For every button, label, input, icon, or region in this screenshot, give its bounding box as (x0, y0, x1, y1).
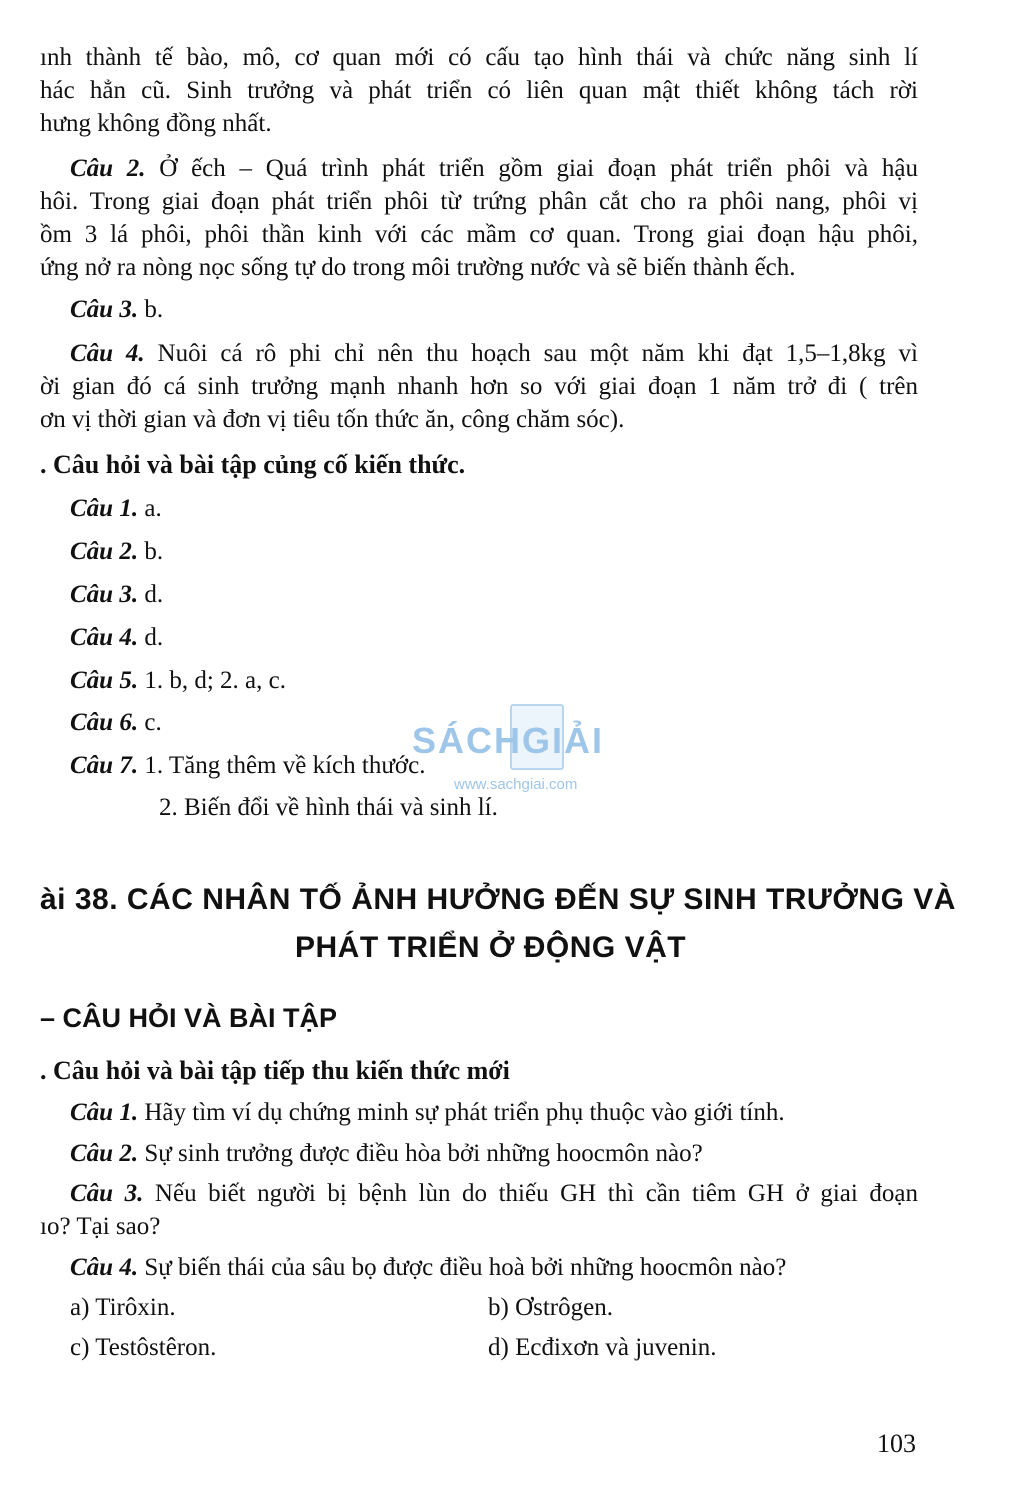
question-text: Sự sinh trưởng được điều hòa bởi những hoocmôn nào? (144, 1140, 703, 1167)
question-label: Câu 1. (70, 495, 139, 522)
lesson-title-line-2: PHÁT TRIỂN Ở ĐỘNG VẬT (295, 931, 687, 964)
question-label: Câu 2. (70, 1140, 139, 1167)
answer-text: b. (144, 538, 164, 565)
question-label: Câu 3. (70, 296, 139, 323)
lesson-title-line-1: ài 38. CÁC NHÂN TỐ ẢNH HƯỞNG ĐẾN SỰ SINH TRƯỞNG VÀ (40, 883, 956, 916)
answer-item (70, 493, 162, 525)
part-subheading: – CÂU HỎI VÀ BÀI TẬP (40, 1003, 338, 1033)
question-label: Câu 4. (70, 624, 139, 651)
answer-item (70, 536, 163, 568)
answer-continuation: 2. Biến đổi về hình thái và sinh lí. (159, 794, 498, 821)
answer-text: d. (144, 624, 164, 651)
paragraph-line: hác hẳn cũ. Sinh trưởng và phát triển có liên quan mật thiết không tách rời (40, 77, 918, 104)
option-d: d) Ecđixơn và juvenin. (488, 1334, 717, 1361)
answer-text: 1. b, d; 2. a, c. (144, 667, 286, 694)
watermark-brand: SÁCHGIẢI (412, 720, 605, 761)
section-heading: . Câu hỏi và bài tập củng cố kiến thức. (40, 450, 466, 479)
answer-text: d. (144, 581, 164, 608)
question-item (70, 1138, 703, 1170)
question-text: Nếu biết người bị bệnh lùn do thiếu GH thì cần tiêm GH ở giai đoạn (154, 1180, 918, 1207)
answer-item (70, 665, 286, 697)
paragraph-line: hưng không đồng nhất. (40, 110, 272, 137)
paragraph-line: ồm 3 lá phôi, phôi thần kinh với các mầm cơ quan. Trong giai đoạn hậu phôi, (40, 221, 918, 248)
question-label: Câu 4. (70, 1254, 139, 1281)
question-label: Câu 4. (70, 340, 145, 367)
option-a: a) Tirôxin. (70, 1294, 176, 1321)
question-label: Câu 2. (70, 538, 139, 565)
question-item (70, 1097, 785, 1129)
answer-item (70, 750, 425, 782)
question-label: Câu 7. (70, 752, 139, 779)
question-label: Câu 5. (70, 667, 139, 694)
answer-text: Nuôi cá rô phi chỉ nên thu hoạch sau một năm khi đạt 1,5–1,8kg vì (157, 340, 918, 367)
answer-3-line (70, 294, 163, 326)
question-label: Câu 2. (70, 155, 146, 182)
question-item (70, 1178, 918, 1210)
watermark-url: www.sachgiai.com (454, 776, 578, 793)
option-b: b) Ơstrôgen. (488, 1294, 613, 1321)
answer-text: c. (144, 709, 162, 736)
answer-text: a. (144, 495, 162, 522)
answer-4-line (70, 338, 918, 370)
paragraph-line: ıo? Tại sao? (40, 1213, 161, 1240)
paragraph-line: ơn vị thời gian và đơn vị tiêu tốn thức ăn, công chăm sóc). (40, 406, 625, 433)
answer-item (70, 579, 163, 611)
section-heading: . Câu hỏi và bài tập tiếp thu kiến thức mới (40, 1056, 510, 1085)
paragraph-line: ứng nở ra nòng nọc sống tự do trong môi trường nước và sẽ biến thành ếch. (40, 254, 796, 281)
paragraph-line: ınh thành tế bào, mô, cơ quan mới có cấu tạo hình thái và chức năng sinh lí (40, 44, 918, 71)
paragraph-line: hôi. Trong giai đoạn phát triển phôi từ trứng phân cắt cho ra phôi nang, phôi vị (40, 188, 918, 215)
answer-2-line (70, 153, 918, 185)
question-item (70, 1252, 786, 1284)
answer-item (70, 707, 162, 739)
answer-text: 1. Tăng thêm về kích thước. (144, 752, 426, 779)
question-label: Câu 3. (70, 1180, 144, 1207)
question-label: Câu 6. (70, 709, 139, 736)
option-c: c) Testôstêron. (70, 1334, 217, 1361)
question-label: Câu 1. (70, 1099, 139, 1126)
answer-item (70, 622, 163, 654)
watermark-logo-icon (510, 704, 564, 770)
answer-text: b. (144, 296, 164, 323)
question-text: Sự biến thái của sâu bọ được điều hoà bởi những hoocmôn nào? (144, 1254, 787, 1281)
page-number: 103 (877, 1429, 916, 1458)
watermark (412, 700, 622, 800)
question-label: Câu 3. (70, 581, 139, 608)
question-text: Hãy tìm ví dụ chứng minh sự phát triển phụ thuộc vào giới tính. (144, 1099, 785, 1126)
answer-text: Ở ếch – Quá trình phát triển gồm giai đoạn phát triển phôi và hậu (159, 155, 918, 182)
paragraph-line: ời gian đó cá sinh trưởng mạnh nhanh hơn so với giai đoạn 1 năm trở đi ( trên (40, 373, 918, 400)
